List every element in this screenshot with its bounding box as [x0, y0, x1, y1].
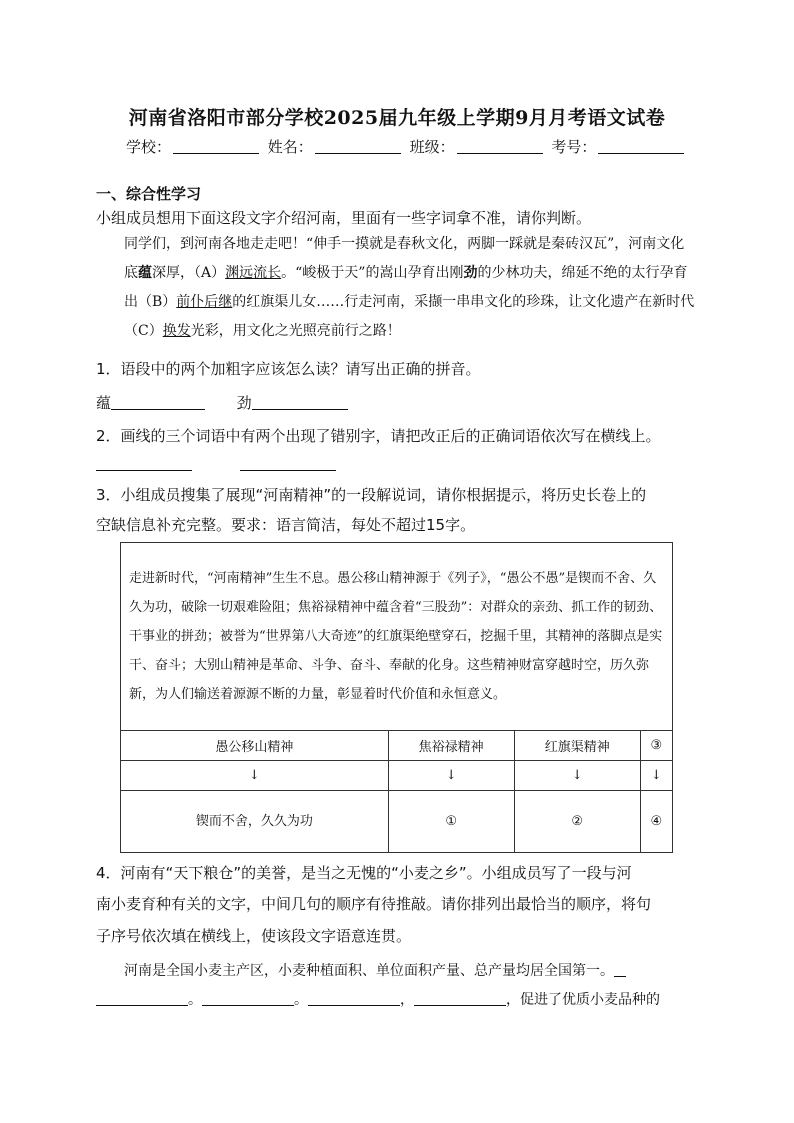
exam-no-blank[interactable]	[598, 138, 684, 154]
table-answer-cell[interactable]: ①	[388, 791, 514, 853]
table-header: 愚公移山精神	[121, 731, 389, 761]
arrow-down-icon: ↓	[388, 761, 514, 791]
question-4-line-1: 4．河南有“天下粮仓”的美誉，是当之无愧的“小麦之乡”。小组成员写了一段与河	[96, 864, 632, 882]
answer-blank-4c[interactable]	[308, 991, 400, 1006]
arrow-down-icon: ↓	[514, 761, 640, 791]
page-title: 河南省洛阳市部分学校2025届九年级上学期9月月考语文试卷	[128, 107, 666, 129]
class-label: 班级：	[409, 138, 455, 156]
passage	[96, 230, 698, 346]
question-4-line-3: 子序号依次填在横线上，使该段文字语意连贯。	[96, 927, 412, 945]
answer-blank-4b[interactable]	[202, 991, 294, 1006]
answer-blank-2b[interactable]	[240, 456, 336, 471]
school-label: 学校：	[126, 138, 172, 156]
arrow-down-icon: ↓	[121, 761, 389, 791]
spirit-table	[120, 542, 673, 853]
underlined-word-a: 渊远流长	[225, 265, 282, 281]
class-blank[interactable]	[457, 138, 543, 154]
question-3-line-2: 空缺信息补充完整。要求：语言简洁，每处不超过15字。	[96, 516, 476, 534]
answer-blank-2a[interactable]	[96, 456, 192, 471]
student-info-row	[126, 136, 688, 157]
answer-blank-1a[interactable]	[111, 395, 205, 410]
table-header: ③	[640, 731, 672, 761]
answer-blank-4a[interactable]	[96, 991, 188, 1006]
table-answer-cell[interactable]: ②	[514, 791, 640, 853]
table-header: 焦裕禄精神	[388, 731, 514, 761]
underlined-word-b: 前仆后继	[176, 294, 233, 310]
bold-char-2: 劲	[463, 265, 478, 281]
table-answer-cell: 锲而不舍，久久为功	[121, 791, 389, 853]
school-blank[interactable]	[173, 138, 259, 154]
name-blank[interactable]	[315, 138, 401, 154]
passage-text: 同学们，到河南各地走走吧！“伸手一摸就是春秋文化，两脚一踩就是秦砖汉瓦”，河南文化底蕴深厚，（A）渊远流长。“峻极于天”的嵩山孕育出刚劲的少林功夫，绵延不绝的太行孕育出（B）前仆后继的红旗渠儿女……行走河南，采撷一串串文化的珍珠，让文化遗产在新时代（C）换发光彩，用文化之光照亮前行之路！	[124, 236, 695, 339]
exam-no-label: 考号：	[551, 138, 597, 156]
question-2-answers	[96, 455, 336, 473]
question-4-line-2: 南小麦育种有关的文字，中间几句的顺序有待推敲。请你排列出最恰当的顺序，将句	[96, 895, 652, 913]
question-2: 2．画线的三个词语中有两个出现了错别字，请把改正后的正确词语依次写在横线上。	[96, 427, 661, 445]
name-label: 姓名：	[267, 138, 313, 156]
section-heading: 一、综合性学习	[96, 185, 202, 203]
answer-blank-4d[interactable]	[414, 991, 506, 1006]
table-header: 红旗渠精神	[514, 731, 640, 761]
underlined-word-c: 换发	[162, 323, 191, 339]
section-intro: 小组成员想用下面这段文字介绍河南，里面有一些字词拿不准，请你判断。	[96, 209, 592, 227]
question-1: 1．语段中的两个加粗字应该怎么读？请写出正确的拼音。	[96, 360, 481, 378]
table-intro: 走进新时代，“河南精神”生生不息。愚公移山精神源于《列子》，“愚公不愚”是锲而不舍、久久为功，破除一切艰难险阻；焦裕禄精神中蕴含着“三股劲”：对群众的亲劲、抓工作的韧劲、干事业的拼劲；被誉为“世界第八大奇迹”的红旗渠绝壁穿石，挖掘千里，其精神的落脚点是实干、奋斗；大别山精神是革命、斗争、奋斗、奉献的化身。这些精神财富穿越时空，历久弥新，为人们输送着源源不断的力量，彰显着时代价值和永恒意义。	[121, 543, 673, 731]
table-answer-cell[interactable]: ④	[640, 791, 672, 853]
arrow-down-icon: ↓	[640, 761, 672, 791]
question-3-line-1: 3．小组成员搜集了展现“河南精神”的一段解说词，请你根据提示，将历史长卷上的	[96, 486, 647, 504]
answer-blank-1b[interactable]	[252, 395, 348, 410]
answer-blank-4-start[interactable]	[614, 962, 626, 977]
bold-char-1: 蕴	[138, 265, 152, 281]
question-1-answers: 蕴 劲	[96, 392, 348, 413]
question-4-passage-line-1: 河南是全国小麦主产区，小麦种植面积、单位面积产量、总产量均居全国第一。	[124, 960, 626, 980]
question-4-passage-line-2: 。 。 ， ，促进了优质小麦品种的	[96, 989, 660, 1009]
